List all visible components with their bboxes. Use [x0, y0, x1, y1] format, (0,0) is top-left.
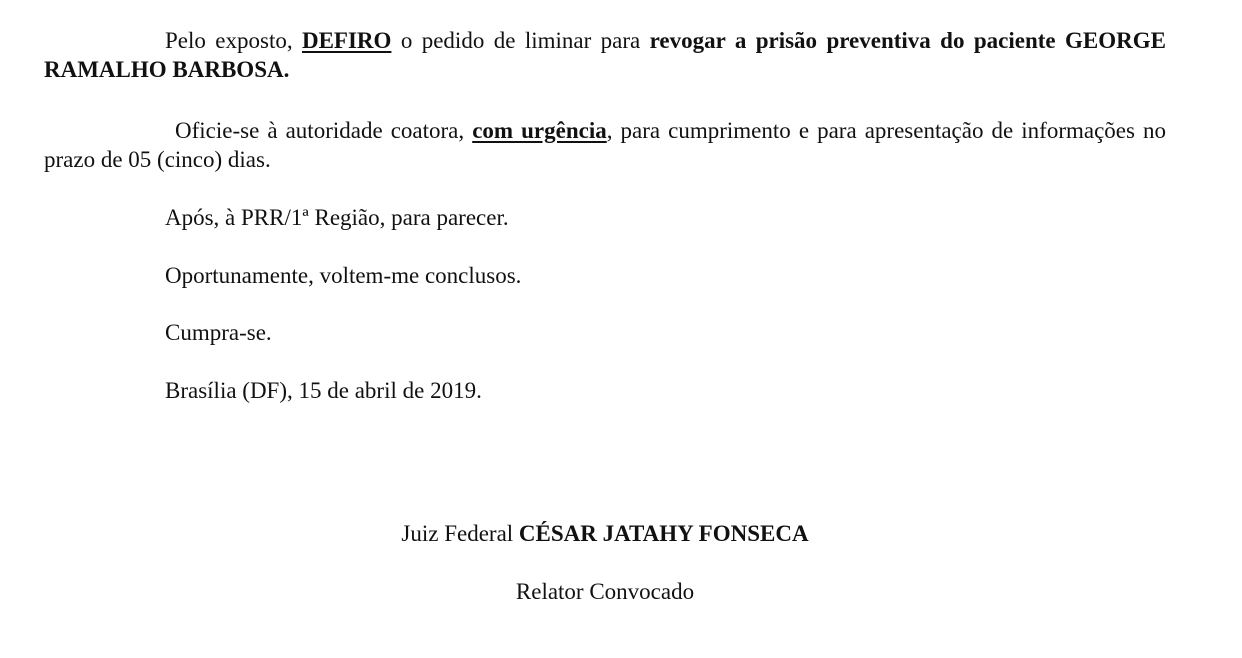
- decision-verdict: DEFIRO: [301, 28, 392, 53]
- apos-line: Após, à PRR/1ª Região, para parecer.: [165, 205, 509, 230]
- decision-text-intro: Pelo exposto,: [165, 28, 302, 53]
- date-line: Brasília (DF), 15 de abril de 2019.: [165, 378, 482, 403]
- signature-title: Juiz Federal: [401, 521, 519, 546]
- signature-name: CÉSAR JATAHY FONSECA: [518, 521, 809, 546]
- notification-text-rest: , para cumprimento e para apresentação de informações no prazo de 05 (cinco) dias.: [44, 118, 1167, 172]
- notification-paragraph: [44, 116, 1166, 174]
- cumpra-line: Cumpra-se.: [165, 320, 272, 345]
- notification-urgency: com urgência: [472, 118, 607, 143]
- decision-paragraph: [44, 26, 1166, 84]
- decision-order: revogar a prisão preventiva do paciente GEORGE RAMALHO BARBOSA.: [44, 28, 1166, 82]
- signature-line: [0, 519, 1226, 548]
- oportunamente-line: Oportunamente, voltem-me conclusos.: [165, 263, 522, 288]
- notification-text-intro: Oficie-se à autoridade coatora,: [175, 118, 473, 143]
- signature-role: Relator Convocado: [515, 579, 695, 604]
- decision-text-middle: o pedido de liminar para: [391, 28, 650, 53]
